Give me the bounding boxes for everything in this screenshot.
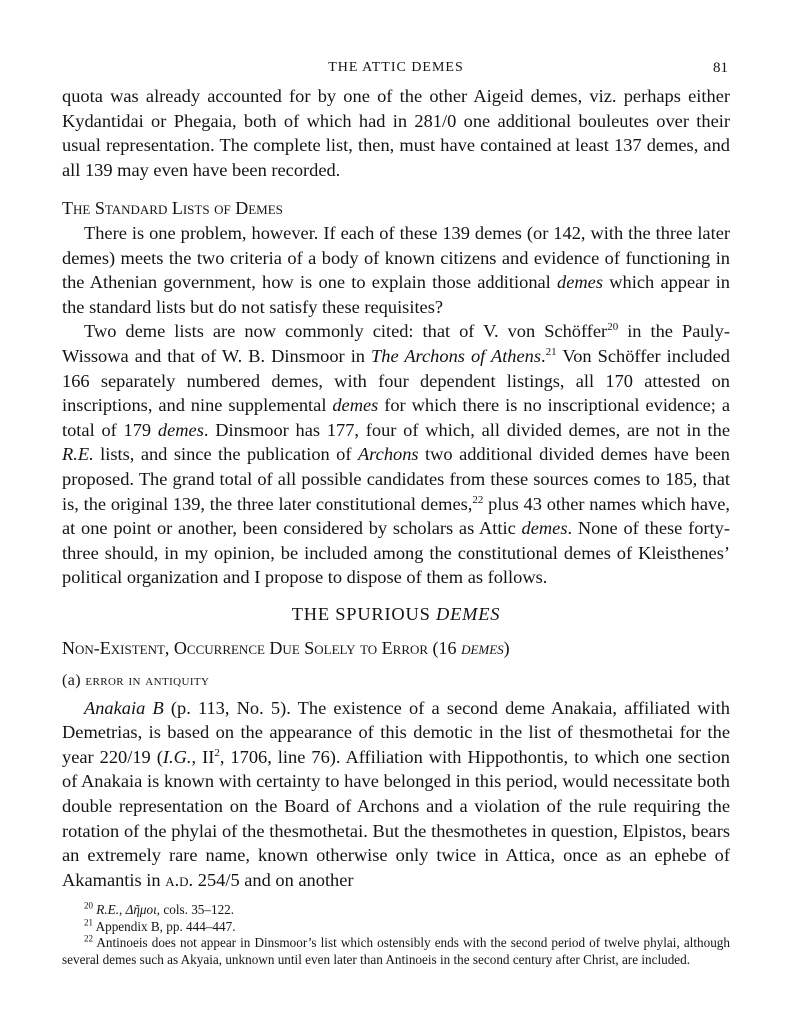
sub-subsection-heading: (a) error in antiquity [62,672,210,690]
page [62,56,730,968]
page-number: 81 [713,60,728,76]
footnote-ref-22[interactable]: 22 [472,493,484,506]
footnote-20: $^{20}$ R.E., Δῆμοι, cols. 35–122. [84,901,235,918]
paragraph-anakaia: Anakaia B (p. 113, No. 5). The existence of a second deme Anakaia, affiliated with Demetrias, is based on the appearance of this demotic in the list of thesmothetai for the year 220/19 (I.G., $II^2$, 1706, line 76). Affiliation with Hippothontis, to which one section of Anakaia is known with certainty to have belonged in this period, would necessitate both double representation on the Board of Archons and a violation of the rule requiring the rotation of the phylai of the thesmothetai. But the thesmothetes in question, Elpistos, bears an extremely rare name, known otherwise only twice in Attica, once as an ephebe of Akamantis in a.d. 254/5 and on another [62,697,730,890]
footnote-ref-20[interactable]: 20 [607,321,619,334]
heading-standard-lists: The Standard Lists of Demes [62,198,283,219]
footnote-22: $^{22}$ Antinoeis does not appear in Dinsmoor’s list which ostensibly ends with the second period of twelve phylai, although several demes such as Akyaia, unknown until even later than Antinoeis in the second century after Christ, are included. [62,934,730,967]
main-text [62,84,730,892]
subsection-heading: Non-Existent, Occurrence Due Solely to Error (16 demes) [62,638,510,659]
section-title: THE SPURIOUS DEMES [291,603,501,624]
footnote-21: $^{21}$ Appendix B, pp. 444–447. [84,917,236,934]
running-title: THE ATTIC DEMES [328,60,464,75]
paragraph-deme-lists: Two deme lists are now commonly cited: that of V. von Schöffer$^{20}$ in the Pauly-Wissowa and that of W. B. Dinsmoor in The Archons of Athens.$^{21}$ Von Schöffer included 166 separately numbered demes, with four dependent listings, all 170 attested on inscriptions, and nine supplemental demes for which there is no inscriptional evidence; a total of 179 demes. Dinsmoor has 177, four of which, all divided demes, are not in the R.E. lists, and since the publication of Archons two additional divided demes have been proposed. The grand total of all possible candidates from these sources comes to 185, that is, the original 139, the three later constitutional demes,$^{22}$ plus 43 other names which have, at one point or another, been considered by scholars as Attic demes. None of these forty-three should, in my opinion, be included among the constitutional demes of Kleisthenes’ political organization and I propose to dispose of them as follows. [62,321,730,588]
paragraph-continuation: quota was already accounted for by one of the other Aigeid demes, viz. perhaps either Kydantidai or Phegaia, both of which had in 281/0 one additional bouleutes over their usual representation. The complete list, then, must have contained at least 137 demes, and all 139 may even have been recorded. [62,86,730,180]
paragraph-problem: There is one problem, however. If each of these 139 demes (or 142, with the three later demes) meets the two criteria of a body of known citizens and evidence of functioning in the Athenian government, how is one to explain those additional demes which appear in the standard lists but do not satisfy these requisites? [62,222,731,317]
footnote-ref-21[interactable]: 21 [545,345,557,358]
footnotes [62,902,730,968]
running-header [62,56,730,84]
